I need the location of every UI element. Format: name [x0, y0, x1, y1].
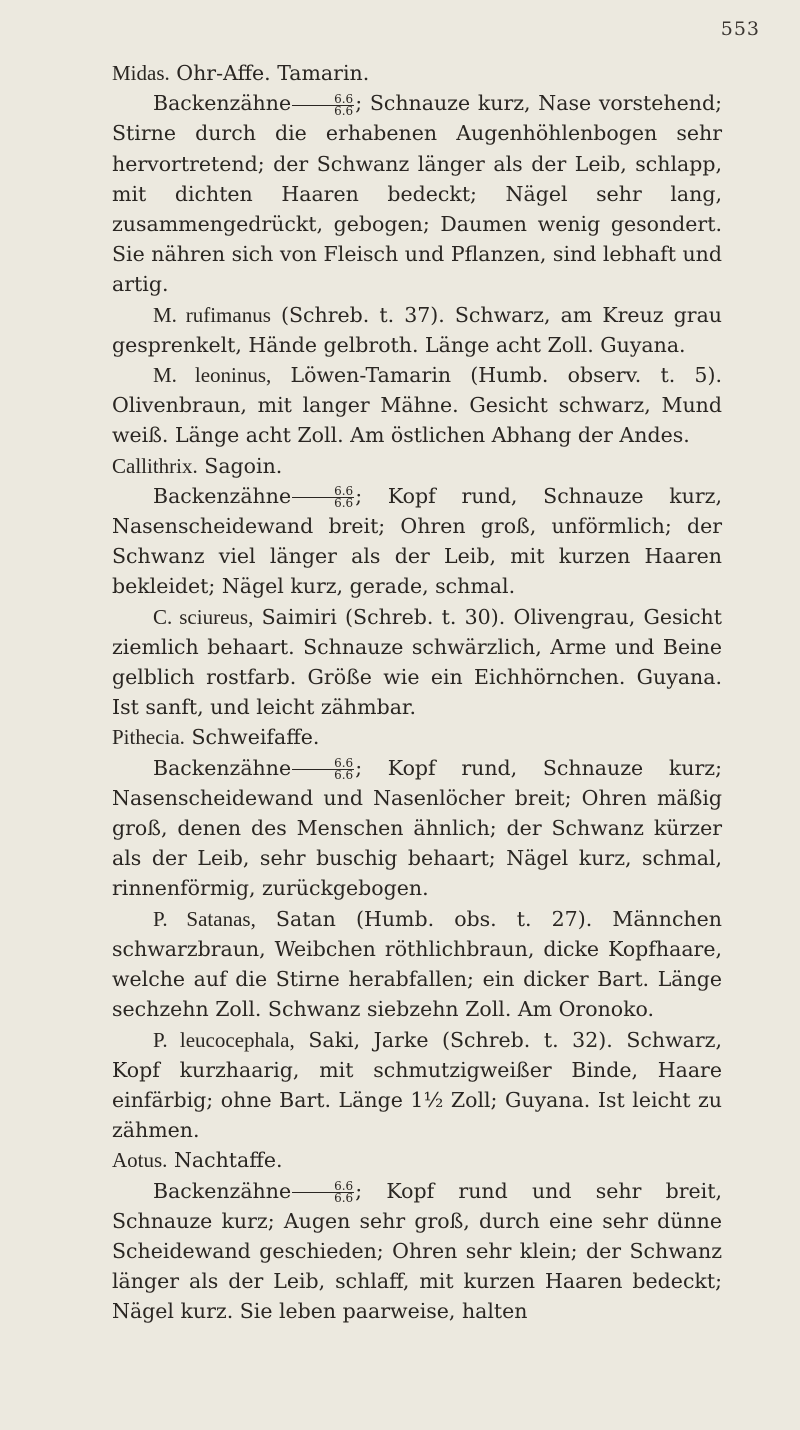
genus-name: Callithrix.	[112, 453, 198, 478]
species-entry	[112, 602, 722, 723]
genus-text: ; Kopf rund und sehr breit, Schnauze kurz; Augen sehr groß, durch eine sehr dünne Scheidewand geschieden; Ohren sehr klein; der Schwanz länger als der Leib, schlaff, mit kurzen Haaren bedeckt; Nägel kurz. Sie leben paarweise, halten	[112, 1178, 722, 1324]
dental-formula-denominator: 6.6	[334, 768, 354, 783]
dental-label: Backenzähne	[153, 91, 292, 116]
species-name: M. rufimanus	[153, 302, 271, 327]
species-name: C. sciureus,	[153, 604, 254, 629]
genus-text: ; Kopf rund, Schnauze kurz, Nasenscheidewand breit; Ohren groß, unförmlich; der Schwanz viel länger als der Leib, mit kurzen Haaren bekleidet; Nägel kurz, gerade, schmal.	[112, 483, 722, 599]
genus-description	[112, 88, 722, 299]
genus-text: ; Schnauze kurz, Nase vorstehend; Stirne durch die erhabenen Augenhöhlenbogen sehr hervortretend; der Schwanz länger als der Leib, schlapp, mit dichten Haaren bedeckt; Nägel sehr lang, zusammengedrückt, gebogen; Daumen wenig gesondert. Sie nähren sich von Fleisch und Pflanzen, sind lebhaft und artig.	[112, 91, 722, 297]
genus-description	[112, 753, 722, 904]
page-number: 553	[720, 18, 760, 40]
genus-vernacular: Sagoin.	[204, 453, 283, 478]
dental-label: Backenzähne	[153, 755, 292, 780]
species-text: Schwarz, am Kreuz grau gesprenkelt, Hände gelbroth. Länge acht Zoll. Guyana.	[112, 302, 722, 357]
species-reference: Saimiri (Schreb. t. 30).	[261, 604, 506, 629]
dental-label: Backenzähne	[153, 483, 292, 508]
species-name: M. leoninus,	[153, 363, 272, 388]
dental-formula	[292, 484, 354, 511]
species-name: P. leucocephala,	[153, 1027, 295, 1052]
dental-formula	[292, 91, 354, 118]
genus-heading	[112, 451, 722, 481]
genus-description	[112, 1176, 722, 1327]
species-text: Olivengrau, Gesicht ziemlich behaart. Schnauze schwärzlich, Arme und Beine gelblich rostfarb. Größe wie ein Eichhörnchen. Guyana. Ist sanft, und leicht zähmbar.	[112, 604, 722, 720]
genus-name: Aotus.	[112, 1148, 168, 1173]
dental-formula-denominator: 6.6	[334, 496, 354, 511]
genus-text: ; Kopf rund, Schnauze kurz; Nasenscheidewand und Nasenlöcher breit; Ohren mäßig groß, denen des Menschen ähnlich; der Schwanz kürzer als der Leib, sehr buschig behaart; Nägel kurz, schmal, rinnenförmig, zurückgebogen.	[112, 755, 722, 901]
genus-vernacular: Nachtaffe.	[173, 1148, 283, 1173]
entries-container	[112, 58, 722, 1327]
genus-heading	[112, 722, 722, 752]
dental-formula-numerator: 6.6	[292, 486, 354, 498]
species-entry	[112, 1025, 722, 1146]
genus-vernacular: Ohr‑Affe. Tamarin.	[176, 61, 370, 85]
genus-name: Pithecia.	[112, 725, 185, 750]
dental-formula-numerator: 6.6	[292, 94, 354, 106]
species-name: P. Satanas,	[153, 906, 256, 931]
species-reference: (Schreb. t. 37).	[280, 302, 445, 327]
species-entry	[112, 360, 722, 451]
dental-formula	[292, 1179, 354, 1206]
genus-vernacular: Schweifaffe.	[191, 725, 320, 750]
genus-description	[112, 481, 722, 602]
species-entry	[112, 904, 722, 1025]
genus-name: Midas.	[112, 61, 170, 85]
dental-formula	[292, 756, 354, 783]
genus-heading	[112, 1145, 722, 1175]
species-reference: Saki, Jarke (Schreb. t. 32).	[308, 1027, 613, 1052]
species-text: Olivenbraun, mit langer Mähne. Gesicht schwarz, Mund weiß. Länge acht Zoll. Am östlichen Abhang der Andes.	[112, 393, 722, 448]
dental-label: Backenzähne	[153, 1178, 292, 1203]
species-reference: Satan (Humb. obs. t. 27).	[275, 906, 593, 931]
dental-formula-denominator: 6.6	[334, 1191, 354, 1206]
dental-formula-numerator: 6.6	[292, 758, 354, 770]
species-text: Männchen schwarzbraun, Weibchen röthlichbraun, dicke Kopfhaare, welche auf die Stirne herabfallen; ein dicker Bart. Länge sechzehn Zoll. Schwanz siebzehn Zoll. Am Oronoko.	[112, 906, 722, 1022]
dental-formula-numerator: 6.6	[292, 1181, 354, 1193]
dental-formula-denominator: 6.6	[334, 103, 354, 118]
species-entry	[112, 300, 722, 360]
genus-heading	[112, 58, 722, 88]
species-reference: Löwen-Tamarin (Humb. observ. t. 5).	[290, 363, 722, 388]
species-text: Schwarz, Kopf kurzhaarig, mit schmutzigweißer Binde, Haare einfärbig; ohne Bart. Länge 1½ Zoll; Guyana. Ist leicht zu zähmen.	[112, 1027, 722, 1143]
